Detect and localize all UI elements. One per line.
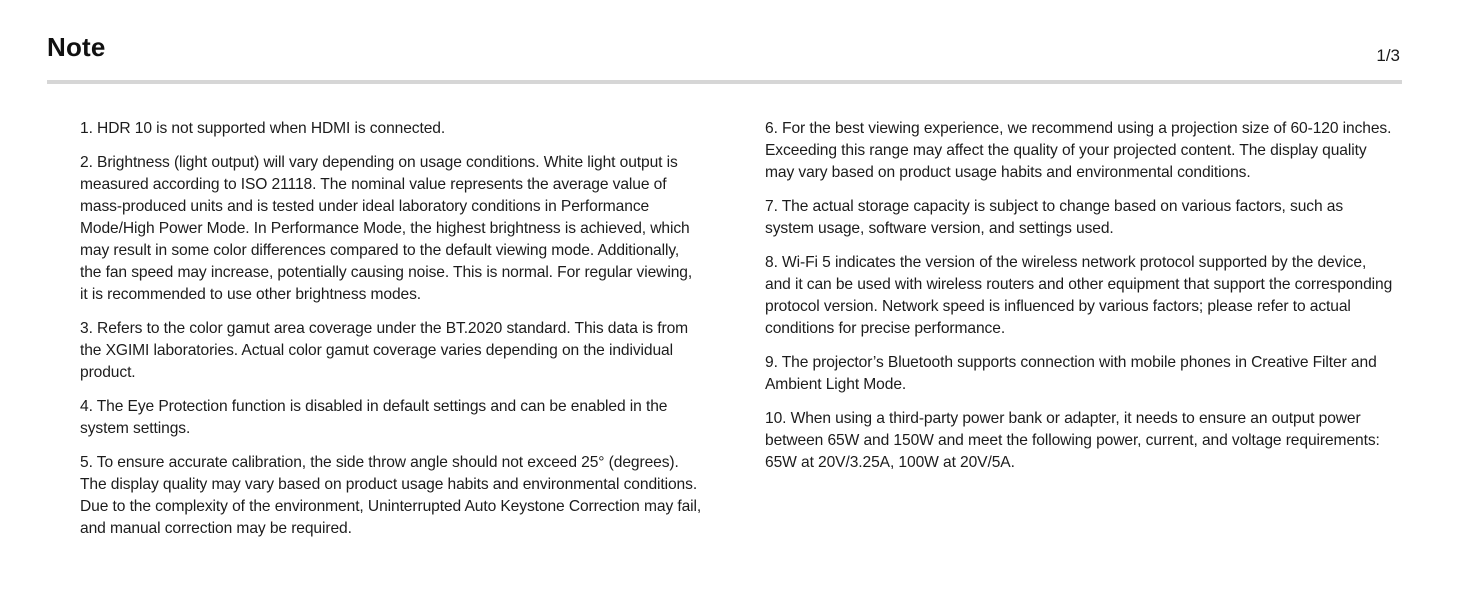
page-counter: 1/3 (1376, 46, 1400, 65)
note-item-2: 2. Brightness (light output) will vary depending on usage conditions. White light output is measured according to ISO 21118. The nominal value represents the average value of mass-produced units and is tested under ideal laboratory conditions in Performance Mode/High Power Mode. In Performance Mode, the highest brightness is achieved, which may result in some color differences compared to the default viewing mode. Additionally, the fan speed may increase, potentially causing noise. This is normal. For regular viewing, it is recommended to use other brightness modes. (80, 154, 693, 303)
header-divider (47, 80, 1402, 84)
page-title: Note (47, 32, 106, 62)
note-item-3: 3. Refers to the color gamut area coverage under the BT.2020 standard. This data is from the XGIMI laboratories. Actual color gamut coverage varies depending on the individual product. (80, 320, 689, 381)
notes-column-right (765, 118, 1393, 486)
note-item-9: 9. The projector’s Bluetooth supports connection with mobile phones in Creative Filter and Ambient Light Mode. (765, 354, 1377, 393)
notes-column-left (80, 118, 702, 552)
note-item-4: 4. The Eye Protection function is disabled in default settings and can be enabled in the system settings. (80, 398, 668, 437)
page-header (47, 30, 1402, 80)
note-item-10: 10. When using a third-party power bank or adapter, it needs to ensure an output power between 65W and 150W and meet the following power, current, and voltage requirements: 65W at 20V/3.25A, 100W at 20V/5A. (765, 410, 1380, 471)
note-item-6: 6. For the best viewing experience, we recommend using a projection size of 60-120 inches. Exceeding this range may affect the quality of your projected content. The display quality may vary based on product usage habits and environmental conditions. (765, 120, 1392, 181)
note-item-5: 5. To ensure accurate calibration, the side throw angle should not exceed 25° (degrees). The display quality may vary based on product usage habits and environmental conditions. Due to the complexity of the environment, Uninterrupted Auto Keystone Correction may fail, and manual correction may be required. (80, 454, 702, 537)
note-item-7: 7. The actual storage capacity is subject to change based on various factors, such as system usage, software version, and settings used. (765, 198, 1344, 237)
note-item-8: 8. Wi-Fi 5 indicates the version of the wireless network protocol supported by the device, and it can be used with wireless routers and other equipment that support the corresponding protocol version. Network speed is influenced by various factors; please refer to actual conditions for precise performance. (765, 254, 1393, 337)
note-item-1: 1. HDR 10 is not supported when HDMI is connected. (80, 120, 446, 137)
